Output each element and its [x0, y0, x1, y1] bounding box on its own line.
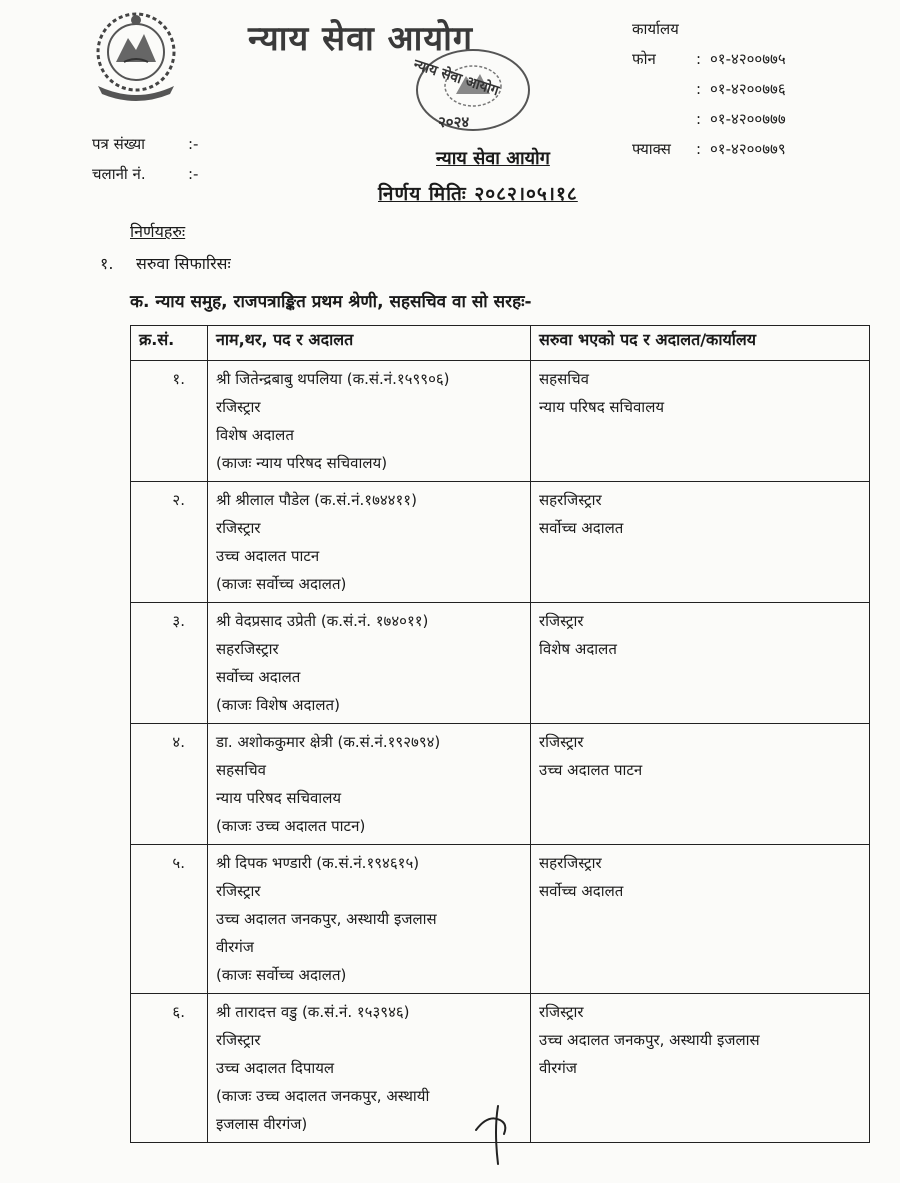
new-office: सर्वोच्च अदालत: [539, 519, 624, 537]
serial-number: १.: [131, 361, 208, 482]
table-header-row: [131, 326, 870, 361]
dispatch-number-label: चलानी नं.: [92, 165, 146, 183]
nepal-emblem-icon: [84, 8, 188, 104]
current-court: सर्वोच्च अदालत: [216, 668, 301, 686]
table-row: [131, 361, 870, 482]
officer-name: श्री श्रीलाल पौडेल (क.सं.नं.१७४४११): [216, 491, 417, 509]
stamp-text: न्याय सेवा आयोग: [411, 56, 501, 100]
transfer-cell: [531, 724, 870, 845]
table-row: [131, 724, 870, 845]
table-row: [131, 845, 870, 994]
deputation: (काजः न्याय परिषद सचिवालय): [216, 454, 388, 472]
new-post: सहरजिस्ट्रार: [539, 491, 602, 509]
current-post: सहरजिस्ट्रार: [216, 640, 279, 658]
header-serial: क्र.सं.: [131, 326, 208, 361]
phone-number: ०१-४२००७७७: [710, 110, 786, 128]
current-court: उच्च अदालत दिपायल: [216, 1059, 335, 1077]
new-office: सर्वोच्च अदालत: [539, 882, 624, 900]
deputation: (काजः उच्च अदालत पाटन): [216, 817, 366, 835]
name-cell: [208, 845, 531, 994]
table-row: [131, 482, 870, 603]
new-office-cont: वीरगंज: [539, 1059, 577, 1077]
transfer-cell: [531, 361, 870, 482]
phone-line-2: : ०१-४२००७७६: [696, 80, 786, 98]
new-post: रजिस्ट्रार: [539, 733, 584, 751]
phone-line-1: फोन : ०१-४२००७७५: [632, 44, 872, 74]
current-court: न्याय परिषद सचिवालय: [216, 789, 342, 807]
new-post: सहरजिस्ट्रार: [539, 854, 602, 872]
fax-number: ०१-४२००७७९: [710, 140, 786, 158]
document-subtitle: न्याय सेवा आयोग: [436, 148, 550, 169]
officer-name: श्री जितेन्द्रबाबु थपलिया (क.सं.नं.१५९९०६): [216, 370, 450, 388]
decision-date: निर्णय मितिः २०८२।०५।१८: [378, 183, 578, 205]
phone-label: फोन: [632, 50, 656, 68]
current-court: विशेष अदालत: [216, 426, 294, 444]
signature: [468, 1100, 528, 1170]
serial-number: ५.: [131, 845, 208, 994]
letter-number-value: :-: [188, 135, 199, 153]
transfer-cell: [531, 845, 870, 994]
table-row: [131, 603, 870, 724]
serial-number: ३.: [131, 603, 208, 724]
deputation: (काजः सर्वोच्च अदालत): [216, 966, 347, 984]
name-cell: [208, 603, 531, 724]
current-court-cont: वीरगंज: [216, 938, 254, 956]
current-post: रजिस्ट्रार: [216, 882, 261, 900]
new-office: उच्च अदालत जनकपुर, अस्थायी इजलास: [539, 1031, 760, 1049]
deputation-cont: इजलास वीरगंज): [216, 1115, 308, 1133]
new-office: उच्च अदालत पाटन: [539, 761, 643, 779]
current-court: उच्च अदालत जनकपुर, अस्थायी इजलास: [216, 910, 437, 928]
fax-line: फ्याक्स : ०१-४२००७७९: [632, 134, 872, 164]
office-label: कार्यालय: [632, 20, 679, 38]
dispatch-number-value: :-: [188, 165, 199, 183]
deputation: (काजः विशेष अदालत): [216, 696, 340, 714]
officer-name: श्री दिपक भण्डारी (क.सं.नं.१९४६१५): [216, 854, 420, 872]
officer-name: श्री तारादत्त वडु (क.सं.नं. १५३९४६): [216, 1003, 410, 1021]
phone-line-3: : ०१-४२००७७७: [696, 110, 786, 128]
contact-block: [632, 14, 872, 164]
officer-name: डा. अशोककुमार क्षेत्री (क.सं.नं.१९२७९४): [216, 733, 441, 751]
serial-number: ६.: [131, 994, 208, 1143]
transfer-cell: [531, 603, 870, 724]
current-court: उच्च अदालत पाटन: [216, 547, 320, 565]
stamp-year: २०२४: [438, 113, 470, 131]
office-stamp: [398, 46, 548, 138]
new-office: विशेष अदालत: [539, 640, 617, 658]
current-post: रजिस्ट्रार: [216, 398, 261, 416]
current-post: रजिस्ट्रार: [216, 1031, 261, 1049]
phone-number: ०१-४२००७७६: [710, 80, 786, 98]
category-heading: क. न्याय समुह, राजपत्राङ्कित प्रथम श्रेणी, सहसचिव वा सो सरहः-: [130, 292, 532, 312]
current-post: रजिस्ट्रार: [216, 519, 261, 537]
deputation: (काजः सर्वोच्च अदालत): [216, 575, 347, 593]
officer-name: श्री वेदप्रसाद उप्रेती (क.सं.नं. १७४०११): [216, 612, 429, 630]
organization-title: न्याय सेवा आयोग: [248, 19, 474, 59]
serial-number: २.: [131, 482, 208, 603]
transfer-cell: [531, 994, 870, 1143]
name-cell: [208, 361, 531, 482]
item-number: १.: [100, 254, 114, 273]
transfer-table: [130, 325, 870, 1143]
name-cell: [208, 724, 531, 845]
new-office: न्याय परिषद सचिवालय: [539, 398, 665, 416]
new-post: रजिस्ट्रार: [539, 1003, 584, 1021]
letter-number-label: पत्र संख्या: [92, 135, 146, 153]
transfer-cell: [531, 482, 870, 603]
phone-number: ०१-४२००७७५: [710, 50, 786, 68]
item-title: सरुवा सिफारिसः: [136, 254, 231, 273]
header-transfer: सरुवा भएको पद र अदालत/कार्यालय: [531, 326, 870, 361]
decision-item: [100, 252, 231, 274]
decisions-heading: निर्णयहरुः: [130, 222, 186, 241]
name-cell: [208, 482, 531, 603]
header-name: नाम,थर, पद र अदालत: [208, 326, 531, 361]
new-post: सहसचिव: [539, 370, 589, 388]
fax-label: फ्याक्स: [632, 140, 671, 158]
current-post: सहसचिव: [216, 761, 266, 779]
deputation: (काजः उच्च अदालत जनकपुर, अस्थायी: [216, 1087, 430, 1105]
new-post: रजिस्ट्रार: [539, 612, 584, 630]
dispatch-number-row: [92, 164, 198, 184]
letter-number-row: [92, 134, 198, 154]
serial-number: ४.: [131, 724, 208, 845]
